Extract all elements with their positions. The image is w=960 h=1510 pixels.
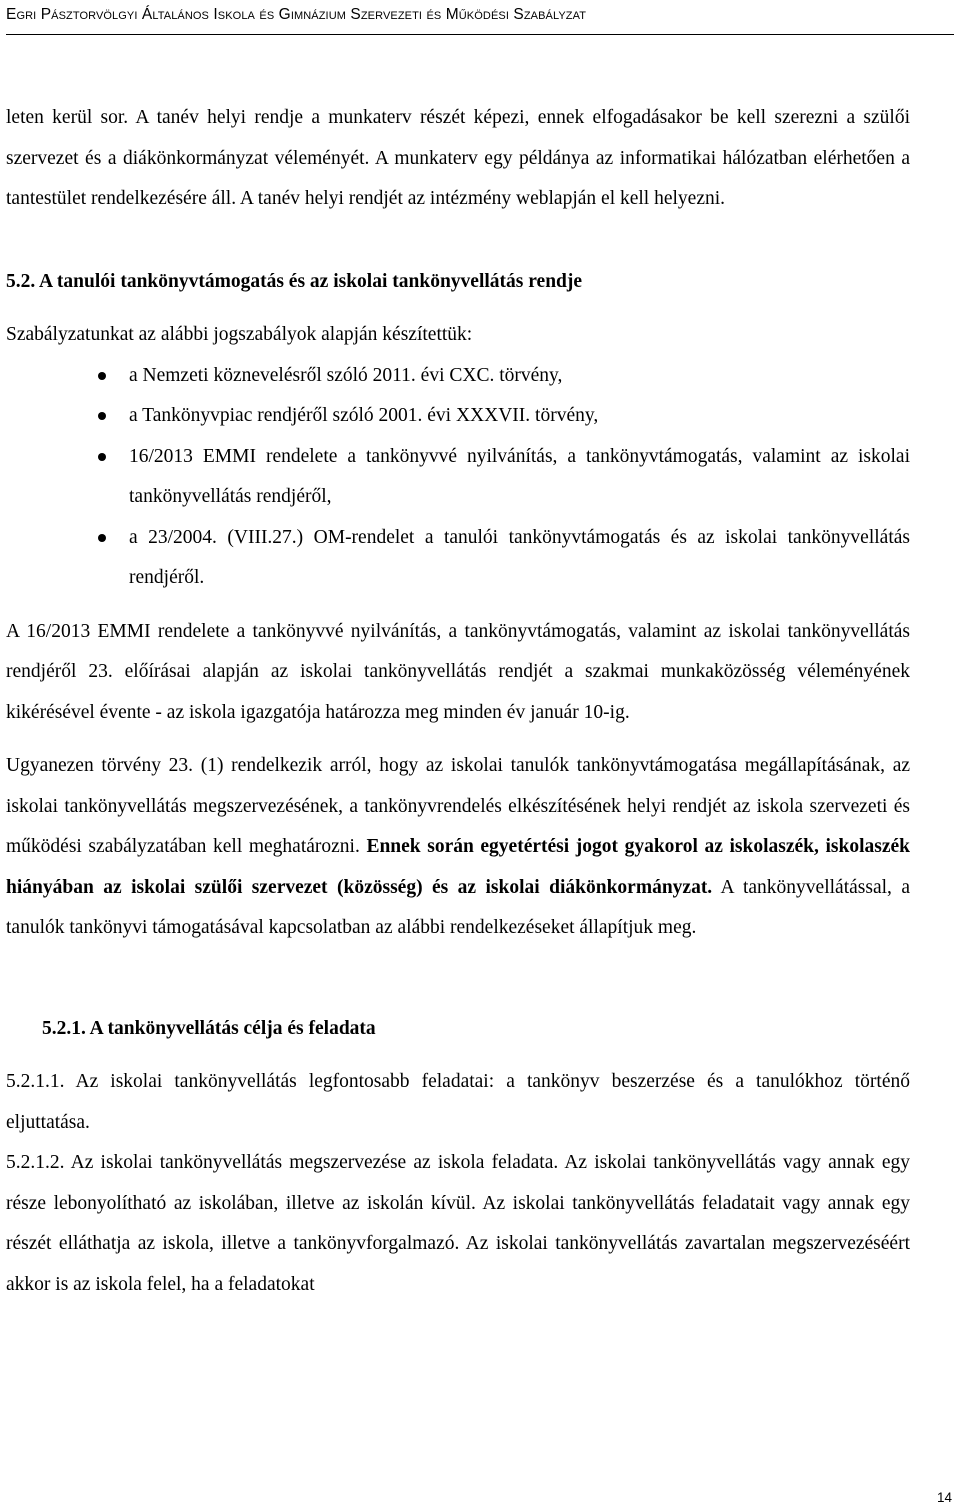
list-item-text: a 23/2004. (VIII.27.) OM-rendelet a tanulói tankönyvtámogatás és az iskolai tankönyvellátás rendjéről.	[129, 526, 910, 588]
list-item	[6, 356, 910, 397]
list-item-text: a Nemzeti köznevelésről szóló 2011. évi CXC. törvény,	[129, 364, 563, 386]
paragraph-law	[6, 746, 910, 949]
page-number: 14	[936, 1490, 952, 1505]
header-rule	[6, 34, 954, 35]
page-header: Egri Pásztorvölgyi Általános Iskola és Gimnázium Szervezeti és Működési Szabályzat	[6, 6, 587, 23]
paragraph-law-start: Ugyanezen törvény 23. (1) rendelkezik arról, hogy az iskolai tanulók tankönyvtámogatása megállapításának, az iskolai tankönyvellátás megszervezésének, a tankönyvrendelés elkészítésének helyi rendjét az iskola szervezeti és működési szabályzatában kell meghatározni.	[6, 755, 910, 857]
paragraph-law-bold: Ennek során egyetértési jogot gyakorol az iskolaszék, iskolaszék hiányában az iskolai szülői szervezet (közösség) és az iskolai diákönkormányzat.	[6, 836, 910, 898]
law-list	[6, 356, 910, 599]
paragraph-law-end: A tankönyvellátással, a tanulók tankönyvi támogatásával kapcsolatban az alábbi rendelkezéseket állapítjuk meg.	[6, 876, 910, 938]
list-item-text: a Tankönyvpiac rendjéről szóló 2001. évi XXXVII. törvény,	[129, 405, 599, 426]
section-heading: 5.2. A tanulói tankönyvtámogatás és az iskolai tankönyvellátás rendje	[6, 270, 583, 292]
list-item	[6, 396, 910, 437]
subsection-heading: 5.2.1. A tankönyvellátás célja és feladata	[42, 1017, 376, 1039]
page-content	[6, 98, 910, 1305]
spacer	[6, 599, 910, 612]
spacer	[6, 1049, 910, 1062]
spacer	[6, 302, 910, 315]
spacer	[6, 733, 910, 746]
paragraph-emmi: A 16/2013 EMMI rendelete a tankönyvvé nyilvánítás, a tankönyvtámogatás, valamint az iskolai tankönyvellátás rendjéről 23. előírásai alapján az iskolai tankönyvellátás rendjét a szakmai munkaközösség véleményének kikérésével évente - az iskola igazgatója határozza meg minden év január 10-ig.	[6, 620, 910, 723]
spacer	[6, 220, 910, 262]
list-item-text: 16/2013 EMMI rendelete a tankönyvvé nyilvánítás, a tankönyvtámogatás, valamint az iskolai tankönyvellátás rendjéről,	[129, 445, 910, 507]
paragraph-5-2-1-2: 5.2.1.2. Az iskolai tankönyvellátás megszervezése az iskola feladata. Az iskolai tankönyvellátás vagy annak egy része lebonyolítható az iskolában, illetve az iskolán kívül. Az iskolai tankönyvellátás feladatait vagy annak egy részét elláthatja az iskola, illetve a tankönyvforgalmazó. Az iskolai tankönyvellátás zavartalan megszervezéséért akkor is az iskola felel, ha a feladatokat	[6, 1152, 910, 1295]
paragraph-intro: leten kerül sor. A tanév helyi rendje a munkaterv részét képezi, ennek elfogadásakor be kell szerezni a szülői szervezet és a diákönkormányzat véleményét. A munkaterv egy példánya az informatikai hálózatban elérhetően a tantestület rendelkezésére áll. A tanév helyi rendjét az intézmény weblapján el kell helyezni.	[6, 107, 910, 209]
spacer	[6, 949, 910, 1009]
list-item	[6, 518, 910, 599]
list-item	[6, 437, 910, 518]
rules-intro: Szabályzatunkat az alábbi jogszabályok alapján készítettük:	[6, 324, 473, 345]
paragraph-5-2-1-1: 5.2.1.1. Az iskolai tankönyvellátás legfontosabb feladatai: a tankönyv beszerzése és a tanulókhoz történő eljuttatása.	[6, 1071, 910, 1133]
